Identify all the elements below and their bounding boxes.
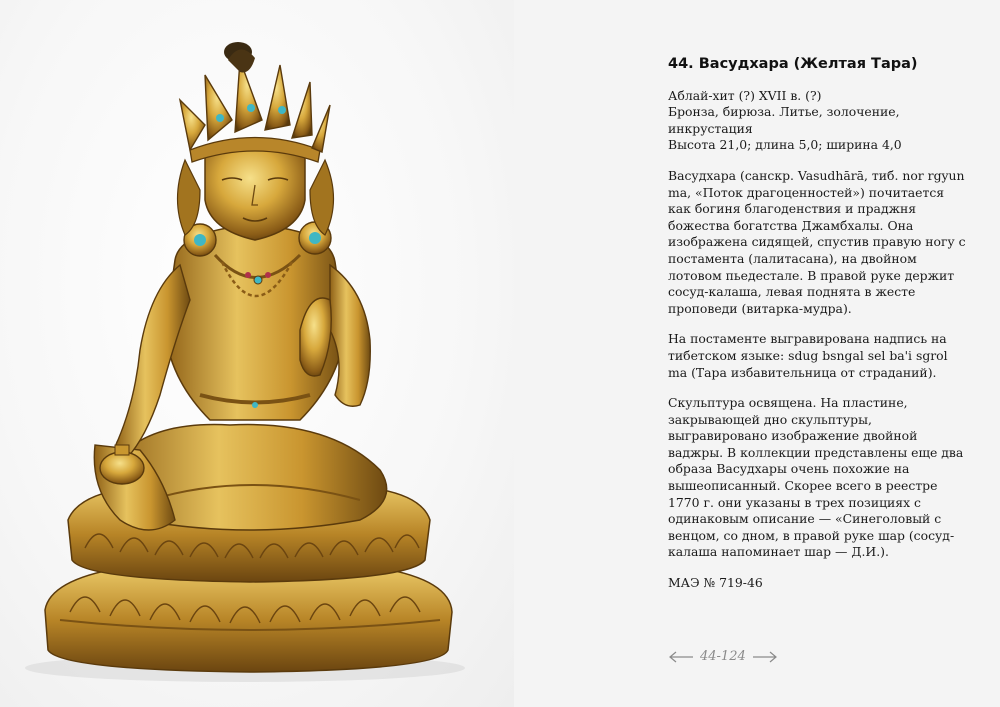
right-arrow-icon[interactable] — [752, 651, 778, 663]
consecration-paragraph: Скульптура освящена. На пластине, закрывающей дно скульптуры, выгравировано изображение двойной ваджры. В коллекции представлены еще два образа Васудхары очень похожие на вышеописанный. Скорее всего в реестре 1770 г. они указаны в трех позициях с одинаковым описание — «Синеголовый с венцом, со дном, в правой руке шар (сосуд-калаша напоминает шар — Д.И.). — [668, 395, 964, 560]
entry-meta — [668, 88, 968, 154]
page-label: 44-124 — [700, 649, 746, 664]
entry-material: Бронза, бирюза. Литье, золочение, инкрустация — [668, 104, 900, 136]
catalog-entry — [668, 56, 968, 604]
entry-title: 44. Васудхара (Желтая Тара) — [668, 56, 918, 72]
inventory-number: МАЭ № 719-46 — [668, 575, 763, 591]
inscription-paragraph: На постаменте выгравирована надпись на тибетском языке: sdug bsngal sel ba'i sgrol ma (Тара избавительница от страданий). — [668, 331, 948, 380]
entry-dimensions: Высота 21,0; длина 5,0; ширина 4,0 — [668, 137, 902, 153]
right-page — [514, 0, 1000, 707]
left-arrow-icon[interactable] — [668, 651, 694, 663]
page-navigation — [668, 649, 778, 664]
entry-attribution: Аблай-хит (?) XVII в. (?) — [668, 87, 822, 103]
description-paragraph: Васудхара (санскр. Vasudhārā, тиб. nor rgyun ma, «Поток драгоценностей») почитается как богиня благоденствия и праджня божества богатства Джамбхалы. Она изображена сидящей, спустив правую ногу с постамента (лалитасана), на двойном лотовом пьедестале. В правой руке держит сосуд-калаша, левая поднята в жесте проповеди (витарка-мудра). — [668, 167, 966, 316]
